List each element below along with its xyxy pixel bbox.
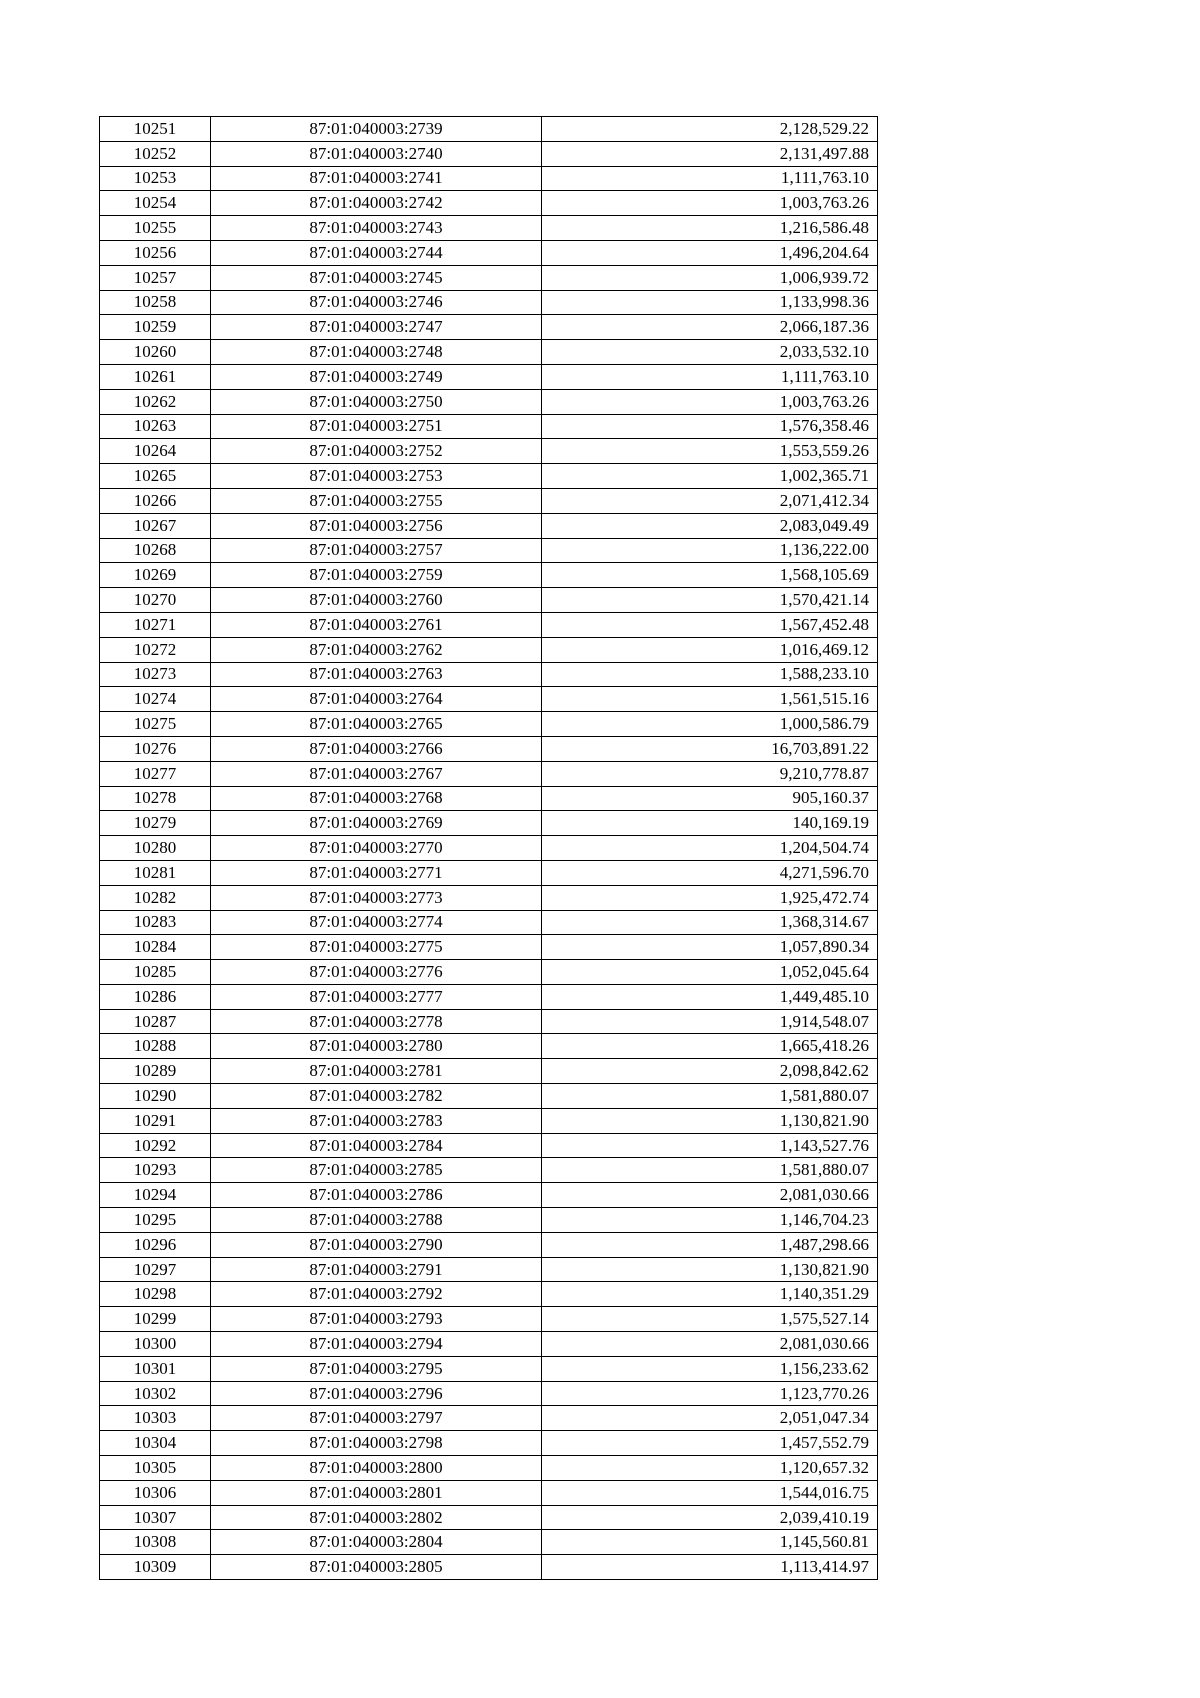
table-row [100, 464, 878, 489]
cadastral-number-cell: 87:01:040003:2781 [211, 1059, 542, 1084]
row-number-cell: 10287 [100, 1009, 211, 1034]
row-number-cell: 10255 [100, 216, 211, 241]
table-row [100, 1381, 878, 1406]
row-number-cell: 10304 [100, 1431, 211, 1456]
row-number-cell: 10256 [100, 240, 211, 265]
cadastral-number-cell: 87:01:040003:2764 [211, 687, 542, 712]
cadastral-value-cell: 1,123,770.26 [542, 1381, 878, 1406]
cadastral-value-cell: 1,665,418.26 [542, 1034, 878, 1059]
cadastral-number-cell: 87:01:040003:2740 [211, 141, 542, 166]
cadastral-number-cell: 87:01:040003:2793 [211, 1307, 542, 1332]
row-number-cell: 10285 [100, 960, 211, 985]
cadastral-number-cell: 87:01:040003:2800 [211, 1456, 542, 1481]
cadastral-number-cell: 87:01:040003:2765 [211, 712, 542, 737]
table-row [100, 588, 878, 613]
row-number-cell: 10298 [100, 1282, 211, 1307]
cadastral-number-cell: 87:01:040003:2748 [211, 340, 542, 365]
cadastral-number-cell: 87:01:040003:2767 [211, 761, 542, 786]
table-row [100, 1307, 878, 1332]
cadastral-value-cell: 1,216,586.48 [542, 216, 878, 241]
cadastral-value-cell: 4,271,596.70 [542, 860, 878, 885]
cadastral-number-cell: 87:01:040003:2805 [211, 1555, 542, 1580]
row-number-cell: 10273 [100, 662, 211, 687]
cadastral-number-cell: 87:01:040003:2761 [211, 612, 542, 637]
cadastral-number-cell: 87:01:040003:2797 [211, 1406, 542, 1431]
row-number-cell: 10279 [100, 811, 211, 836]
row-number-cell: 10300 [100, 1332, 211, 1357]
cadastral-value-cell: 2,066,187.36 [542, 315, 878, 340]
cadastral-value-cell: 2,081,030.66 [542, 1183, 878, 1208]
row-number-cell: 10270 [100, 588, 211, 613]
table-row [100, 141, 878, 166]
cadastral-value-cell: 1,120,657.32 [542, 1456, 878, 1481]
row-number-cell: 10261 [100, 364, 211, 389]
row-number-cell: 10278 [100, 786, 211, 811]
row-number-cell: 10258 [100, 290, 211, 315]
row-number-cell: 10305 [100, 1456, 211, 1481]
cadastral-number-cell: 87:01:040003:2785 [211, 1158, 542, 1183]
cadastral-number-cell: 87:01:040003:2760 [211, 588, 542, 613]
table-row [100, 811, 878, 836]
cadastral-number-cell: 87:01:040003:2780 [211, 1034, 542, 1059]
cadastral-value-cell: 905,160.37 [542, 786, 878, 811]
row-number-cell: 10299 [100, 1307, 211, 1332]
cadastral-number-cell: 87:01:040003:2757 [211, 538, 542, 563]
table-row [100, 1009, 878, 1034]
cadastral-value-cell: 1,204,504.74 [542, 836, 878, 861]
cadastral-number-cell: 87:01:040003:2756 [211, 513, 542, 538]
row-number-cell: 10272 [100, 637, 211, 662]
table-row [100, 1456, 878, 1481]
cadastral-value-cell: 2,039,410.19 [542, 1505, 878, 1530]
table-row [100, 1158, 878, 1183]
cadastral-number-cell: 87:01:040003:2795 [211, 1356, 542, 1381]
row-number-cell: 10302 [100, 1381, 211, 1406]
row-number-cell: 10297 [100, 1257, 211, 1282]
row-number-cell: 10271 [100, 612, 211, 637]
table-row [100, 1034, 878, 1059]
table-row [100, 240, 878, 265]
cadastral-value-cell: 1,914,548.07 [542, 1009, 878, 1034]
table-row [100, 786, 878, 811]
table-row [100, 166, 878, 191]
cadastral-value-cell: 2,098,842.62 [542, 1059, 878, 1084]
cadastral-number-cell: 87:01:040003:2739 [211, 117, 542, 142]
cadastral-value-cell: 1,057,890.34 [542, 935, 878, 960]
table-row [100, 1208, 878, 1233]
row-number-cell: 10282 [100, 885, 211, 910]
cadastral-value-cell: 1,368,314.67 [542, 910, 878, 935]
cadastral-value-cell: 1,143,527.76 [542, 1133, 878, 1158]
table-row [100, 662, 878, 687]
row-number-cell: 10280 [100, 836, 211, 861]
table-row [100, 439, 878, 464]
table-body [100, 117, 878, 1580]
cadastral-value-cell: 1,561,515.16 [542, 687, 878, 712]
table-row [100, 1555, 878, 1580]
row-number-cell: 10281 [100, 860, 211, 885]
cadastral-number-cell: 87:01:040003:2759 [211, 563, 542, 588]
table-row [100, 836, 878, 861]
cadastral-number-cell: 87:01:040003:2747 [211, 315, 542, 340]
table-row [100, 1406, 878, 1431]
table-row [100, 117, 878, 142]
row-number-cell: 10294 [100, 1183, 211, 1208]
cadastral-value-cell: 1,449,485.10 [542, 984, 878, 1009]
cadastral-number-cell: 87:01:040003:2782 [211, 1084, 542, 1109]
cadastral-number-cell: 87:01:040003:2801 [211, 1480, 542, 1505]
cadastral-value-cell: 1,544,016.75 [542, 1480, 878, 1505]
cadastral-value-cell: 2,033,532.10 [542, 340, 878, 365]
row-number-cell: 10306 [100, 1480, 211, 1505]
cadastral-value-cell: 1,016,469.12 [542, 637, 878, 662]
row-number-cell: 10292 [100, 1133, 211, 1158]
row-number-cell: 10254 [100, 191, 211, 216]
table-row [100, 315, 878, 340]
cadastral-number-cell: 87:01:040003:2744 [211, 240, 542, 265]
cadastral-number-cell: 87:01:040003:2777 [211, 984, 542, 1009]
row-number-cell: 10303 [100, 1406, 211, 1431]
table-row [100, 389, 878, 414]
table-row [100, 340, 878, 365]
cadastral-number-cell: 87:01:040003:2788 [211, 1208, 542, 1233]
cadastral-number-cell: 87:01:040003:2802 [211, 1505, 542, 1530]
table-row [100, 488, 878, 513]
row-number-cell: 10308 [100, 1530, 211, 1555]
cadastral-value-cell: 140,169.19 [542, 811, 878, 836]
table-row [100, 1108, 878, 1133]
cadastral-number-cell: 87:01:040003:2752 [211, 439, 542, 464]
cadastral-value-cell: 1,568,105.69 [542, 563, 878, 588]
cadastral-number-cell: 87:01:040003:2755 [211, 488, 542, 513]
row-number-cell: 10277 [100, 761, 211, 786]
table-row [100, 761, 878, 786]
cadastral-value-cell: 1,553,559.26 [542, 439, 878, 464]
table-row [100, 1431, 878, 1456]
cadastral-number-cell: 87:01:040003:2790 [211, 1232, 542, 1257]
row-number-cell: 10259 [100, 315, 211, 340]
document-page [99, 116, 877, 1580]
row-number-cell: 10309 [100, 1555, 211, 1580]
cadastral-value-cell: 1,000,586.79 [542, 712, 878, 737]
cadastral-number-cell: 87:01:040003:2776 [211, 960, 542, 985]
row-number-cell: 10291 [100, 1108, 211, 1133]
cadastral-number-cell: 87:01:040003:2784 [211, 1133, 542, 1158]
cadastral-value-cell: 1,146,704.23 [542, 1208, 878, 1233]
cadastral-value-cell: 1,136,222.00 [542, 538, 878, 563]
table-row [100, 1356, 878, 1381]
cadastral-number-cell: 87:01:040003:2749 [211, 364, 542, 389]
row-number-cell: 10283 [100, 910, 211, 935]
cadastral-number-cell: 87:01:040003:2774 [211, 910, 542, 935]
table-row [100, 364, 878, 389]
table-row [100, 984, 878, 1009]
cadastral-number-cell: 87:01:040003:2786 [211, 1183, 542, 1208]
cadastral-value-cell: 1,925,472.74 [542, 885, 878, 910]
table-row [100, 960, 878, 985]
cadastral-number-cell: 87:01:040003:2796 [211, 1381, 542, 1406]
table-row [100, 860, 878, 885]
cadastral-value-cell: 1,487,298.66 [542, 1232, 878, 1257]
row-number-cell: 10286 [100, 984, 211, 1009]
row-number-cell: 10260 [100, 340, 211, 365]
row-number-cell: 10284 [100, 935, 211, 960]
row-number-cell: 10257 [100, 265, 211, 290]
row-number-cell: 10269 [100, 563, 211, 588]
cadastral-value-cell: 1,140,351.29 [542, 1282, 878, 1307]
table-row [100, 910, 878, 935]
cadastral-value-cell: 1,006,939.72 [542, 265, 878, 290]
cadastral-value-cell: 1,576,358.46 [542, 414, 878, 439]
row-number-cell: 10265 [100, 464, 211, 489]
cadastral-number-cell: 87:01:040003:2770 [211, 836, 542, 861]
table-row [100, 1530, 878, 1555]
cadastral-number-cell: 87:01:040003:2743 [211, 216, 542, 241]
cadastral-number-cell: 87:01:040003:2783 [211, 1108, 542, 1133]
table-row [100, 935, 878, 960]
cadastral-value-cell: 1,145,560.81 [542, 1530, 878, 1555]
row-number-cell: 10307 [100, 1505, 211, 1530]
table-row [100, 1332, 878, 1357]
row-number-cell: 10301 [100, 1356, 211, 1381]
table-row [100, 885, 878, 910]
cadastral-value-cell: 1,581,880.07 [542, 1158, 878, 1183]
table-row [100, 612, 878, 637]
table-row [100, 290, 878, 315]
cadastral-number-cell: 87:01:040003:2742 [211, 191, 542, 216]
table-row [100, 191, 878, 216]
cadastral-value-cell: 1,567,452.48 [542, 612, 878, 637]
cadastral-number-cell: 87:01:040003:2762 [211, 637, 542, 662]
cadastral-value-cell: 1,003,763.26 [542, 191, 878, 216]
cadastral-value-cell: 1,588,233.10 [542, 662, 878, 687]
cadastral-number-cell: 87:01:040003:2769 [211, 811, 542, 836]
table-row [100, 1232, 878, 1257]
cadastral-value-cell: 1,052,045.64 [542, 960, 878, 985]
cadastral-number-cell: 87:01:040003:2745 [211, 265, 542, 290]
cadastral-value-cell: 1,581,880.07 [542, 1084, 878, 1109]
table-row [100, 1059, 878, 1084]
cadastral-number-cell: 87:01:040003:2778 [211, 1009, 542, 1034]
row-number-cell: 10268 [100, 538, 211, 563]
cadastral-value-cell: 2,083,049.49 [542, 513, 878, 538]
row-number-cell: 10274 [100, 687, 211, 712]
table-row [100, 687, 878, 712]
table-row [100, 1282, 878, 1307]
row-number-cell: 10266 [100, 488, 211, 513]
cadastral-value-cell: 1,113,414.97 [542, 1555, 878, 1580]
cadastral-value-cell: 1,111,763.10 [542, 166, 878, 191]
cadastral-value-cell: 2,128,529.22 [542, 117, 878, 142]
cadastral-value-cell: 1,575,527.14 [542, 1307, 878, 1332]
row-number-cell: 10296 [100, 1232, 211, 1257]
cadastral-number-cell: 87:01:040003:2771 [211, 860, 542, 885]
table-row [100, 712, 878, 737]
cadastral-value-cell: 1,002,365.71 [542, 464, 878, 489]
cadastral-number-cell: 87:01:040003:2751 [211, 414, 542, 439]
cadastral-value-cell: 2,131,497.88 [542, 141, 878, 166]
row-number-cell: 10290 [100, 1084, 211, 1109]
cadastral-value-cell: 1,570,421.14 [542, 588, 878, 613]
cadastral-number-cell: 87:01:040003:2775 [211, 935, 542, 960]
cadastral-value-cell: 1,111,763.10 [542, 364, 878, 389]
row-number-cell: 10293 [100, 1158, 211, 1183]
cadastral-number-cell: 87:01:040003:2791 [211, 1257, 542, 1282]
row-number-cell: 10264 [100, 439, 211, 464]
row-number-cell: 10267 [100, 513, 211, 538]
cadastral-value-cell: 9,210,778.87 [542, 761, 878, 786]
row-number-cell: 10295 [100, 1208, 211, 1233]
table-row [100, 736, 878, 761]
table-row [100, 1183, 878, 1208]
cadastral-value-cell: 2,051,047.34 [542, 1406, 878, 1431]
row-number-cell: 10262 [100, 389, 211, 414]
cadastral-value-table [99, 116, 878, 1580]
row-number-cell: 10275 [100, 712, 211, 737]
cadastral-number-cell: 87:01:040003:2804 [211, 1530, 542, 1555]
row-number-cell: 10289 [100, 1059, 211, 1084]
row-number-cell: 10251 [100, 117, 211, 142]
cadastral-value-cell: 1,133,998.36 [542, 290, 878, 315]
cadastral-value-cell: 1,130,821.90 [542, 1108, 878, 1133]
table-row [100, 637, 878, 662]
cadastral-number-cell: 87:01:040003:2798 [211, 1431, 542, 1456]
cadastral-number-cell: 87:01:040003:2773 [211, 885, 542, 910]
table-row [100, 563, 878, 588]
row-number-cell: 10253 [100, 166, 211, 191]
cadastral-number-cell: 87:01:040003:2741 [211, 166, 542, 191]
cadastral-number-cell: 87:01:040003:2792 [211, 1282, 542, 1307]
row-number-cell: 10252 [100, 141, 211, 166]
row-number-cell: 10288 [100, 1034, 211, 1059]
cadastral-number-cell: 87:01:040003:2753 [211, 464, 542, 489]
cadastral-value-cell: 2,071,412.34 [542, 488, 878, 513]
row-number-cell: 10276 [100, 736, 211, 761]
table-row [100, 1133, 878, 1158]
cadastral-value-cell: 1,496,204.64 [542, 240, 878, 265]
table-row [100, 538, 878, 563]
table-row [100, 1480, 878, 1505]
cadastral-number-cell: 87:01:040003:2768 [211, 786, 542, 811]
cadastral-value-cell: 1,457,552.79 [542, 1431, 878, 1456]
table-row [100, 1257, 878, 1282]
table-row [100, 513, 878, 538]
table-row [100, 1084, 878, 1109]
cadastral-number-cell: 87:01:040003:2750 [211, 389, 542, 414]
table-row [100, 216, 878, 241]
cadastral-value-cell: 1,130,821.90 [542, 1257, 878, 1282]
cadastral-value-cell: 16,703,891.22 [542, 736, 878, 761]
cadastral-number-cell: 87:01:040003:2794 [211, 1332, 542, 1357]
table-row [100, 265, 878, 290]
cadastral-value-cell: 1,003,763.26 [542, 389, 878, 414]
table-row [100, 414, 878, 439]
cadastral-number-cell: 87:01:040003:2766 [211, 736, 542, 761]
table-row [100, 1505, 878, 1530]
cadastral-value-cell: 1,156,233.62 [542, 1356, 878, 1381]
cadastral-number-cell: 87:01:040003:2746 [211, 290, 542, 315]
row-number-cell: 10263 [100, 414, 211, 439]
cadastral-number-cell: 87:01:040003:2763 [211, 662, 542, 687]
cadastral-value-cell: 2,081,030.66 [542, 1332, 878, 1357]
